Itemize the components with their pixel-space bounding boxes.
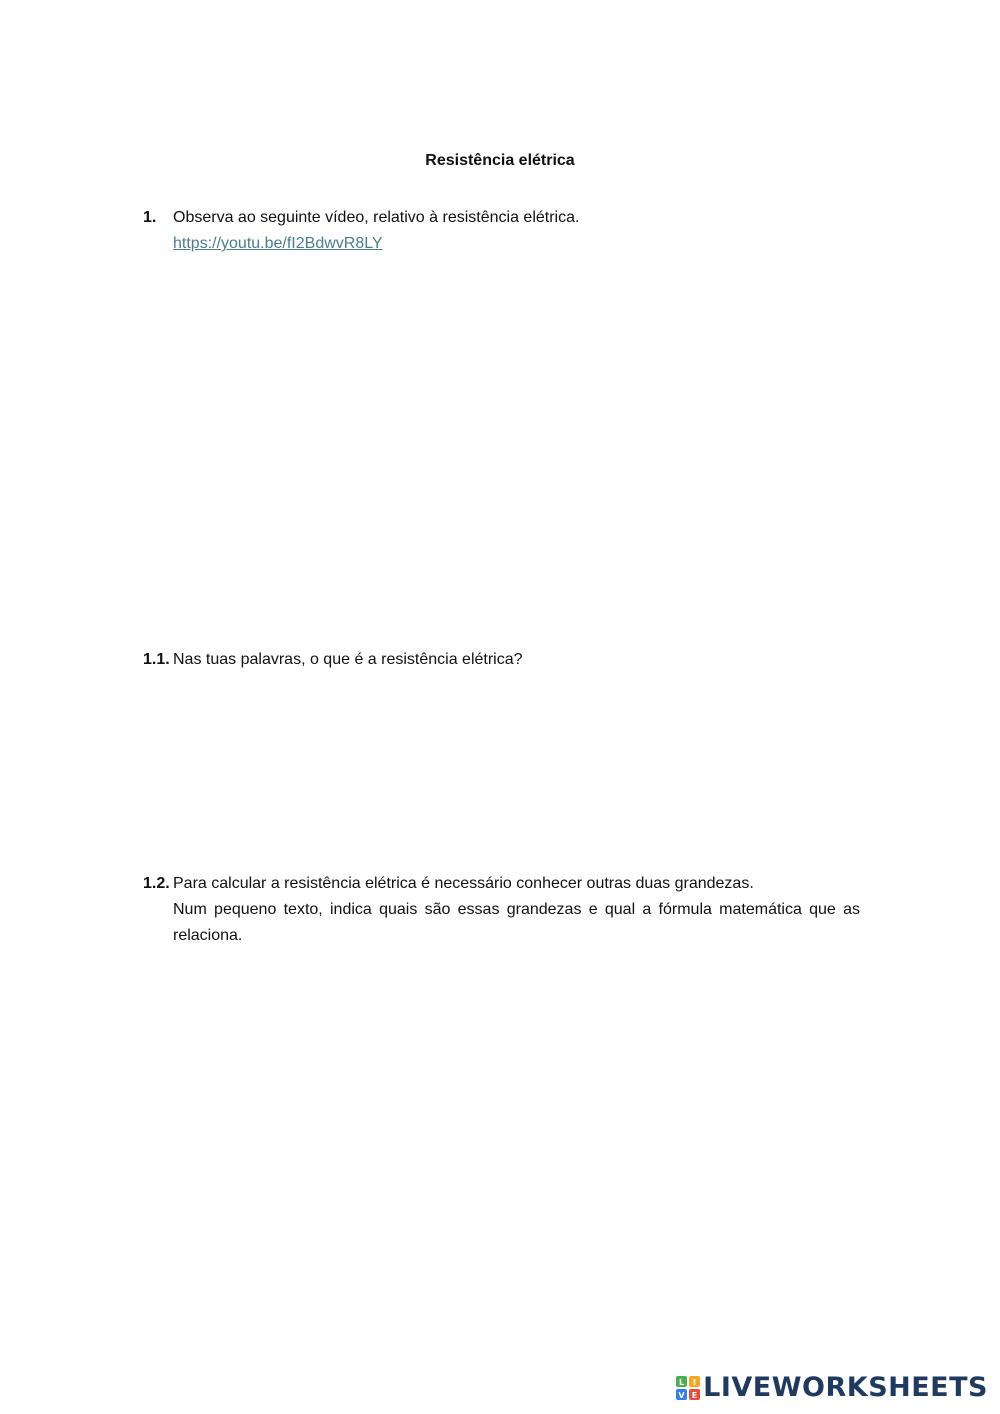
question-number: 1.1.	[143, 651, 170, 668]
page-title: Resistência elétrica	[425, 152, 575, 169]
question-number: 1.2.	[143, 875, 170, 892]
svg-text:I: I	[693, 1378, 697, 1387]
question-text-continued: Num pequeno texto, indica quais são essas grandezas e qual a fórmula matemática que as relaciona.	[173, 901, 860, 944]
question-text: Observa ao seguinte vídeo, relativo à resistência elétrica.	[173, 209, 580, 226]
question-1	[143, 205, 860, 257]
video-link[interactable]: https://youtu.be/fI2BdwvR8LY	[173, 235, 383, 252]
liveworksheets-brand	[676, 1372, 988, 1404]
question-number: 1.	[143, 209, 157, 226]
svg-text:E: E	[691, 1391, 698, 1400]
svg-text:L: L	[679, 1378, 685, 1387]
svg-text:V: V	[678, 1391, 685, 1400]
question-text: Nas tuas palavras, o que é a resistência elétrica?	[173, 651, 523, 668]
question-text: Para calcular a resistência elétrica é necessário conhecer outras duas grandezas.	[173, 875, 754, 892]
question-1-2	[143, 871, 860, 949]
liveworksheets-logo-icon	[676, 1376, 700, 1400]
question-1-1	[143, 647, 860, 673]
brand-name: LIVEWORKSHEETS	[703, 1372, 988, 1403]
